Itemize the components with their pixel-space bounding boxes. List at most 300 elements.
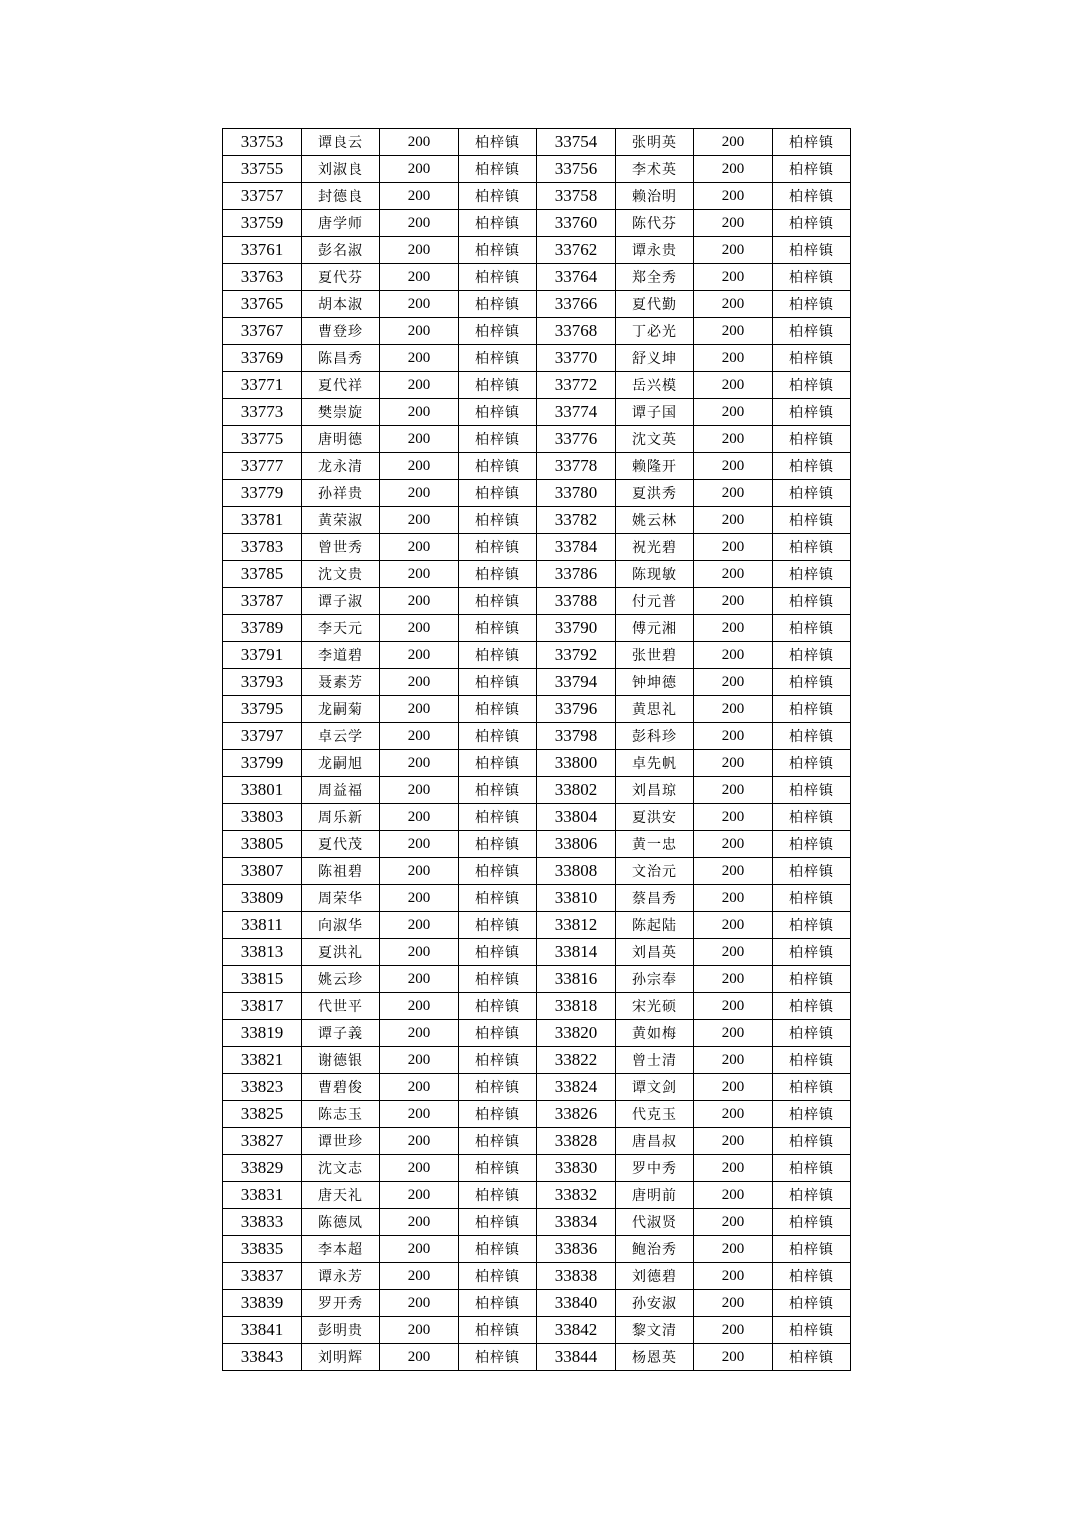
amount-cell: 200 (694, 804, 773, 831)
town-cell: 柏梓镇 (459, 183, 537, 210)
town-cell: 柏梓镇 (459, 1128, 537, 1155)
record-id-cell: 33782 (537, 507, 616, 534)
table-row (223, 129, 851, 156)
amount-cell: 200 (694, 858, 773, 885)
amount-cell: 200 (380, 1209, 459, 1236)
amount-cell: 200 (380, 777, 459, 804)
person-name-cell: 胡本淑 (302, 291, 380, 318)
amount-cell: 200 (694, 264, 773, 291)
table-row (223, 777, 851, 804)
town-cell: 柏梓镇 (773, 561, 851, 588)
person-name-cell: 赖治明 (616, 183, 694, 210)
amount-cell: 200 (380, 831, 459, 858)
person-name-cell: 姚云林 (616, 507, 694, 534)
amount-cell: 200 (380, 939, 459, 966)
record-id-cell: 33841 (223, 1317, 302, 1344)
person-name-cell: 曹登珍 (302, 318, 380, 345)
record-id-cell: 33760 (537, 210, 616, 237)
amount-cell: 200 (694, 1290, 773, 1317)
person-name-cell: 鲍治秀 (616, 1236, 694, 1263)
town-cell: 柏梓镇 (773, 912, 851, 939)
table-row (223, 1020, 851, 1047)
recipient-table (222, 128, 851, 1371)
record-id-cell: 33789 (223, 615, 302, 642)
record-id-cell: 33769 (223, 345, 302, 372)
town-cell: 柏梓镇 (773, 669, 851, 696)
town-cell: 柏梓镇 (773, 183, 851, 210)
amount-cell: 200 (694, 1101, 773, 1128)
town-cell: 柏梓镇 (459, 885, 537, 912)
record-id-cell: 33783 (223, 534, 302, 561)
person-name-cell: 黄一忠 (616, 831, 694, 858)
amount-cell: 200 (694, 210, 773, 237)
person-name-cell: 陈代芬 (616, 210, 694, 237)
person-name-cell: 郑全秀 (616, 264, 694, 291)
town-cell: 柏梓镇 (773, 939, 851, 966)
person-name-cell: 陈昌秀 (302, 345, 380, 372)
table-row (223, 264, 851, 291)
town-cell: 柏梓镇 (773, 750, 851, 777)
person-name-cell: 彭科珍 (616, 723, 694, 750)
person-name-cell: 张世碧 (616, 642, 694, 669)
person-name-cell: 夏代茂 (302, 831, 380, 858)
town-cell: 柏梓镇 (773, 642, 851, 669)
record-id-cell: 33809 (223, 885, 302, 912)
town-cell: 柏梓镇 (459, 1020, 537, 1047)
amount-cell: 200 (694, 993, 773, 1020)
record-id-cell: 33833 (223, 1209, 302, 1236)
amount-cell: 200 (380, 885, 459, 912)
amount-cell: 200 (694, 588, 773, 615)
town-cell: 柏梓镇 (773, 453, 851, 480)
amount-cell: 200 (694, 1236, 773, 1263)
amount-cell: 200 (694, 669, 773, 696)
town-cell: 柏梓镇 (459, 588, 537, 615)
person-name-cell: 李术英 (616, 156, 694, 183)
town-cell: 柏梓镇 (459, 561, 537, 588)
person-name-cell: 沈文贵 (302, 561, 380, 588)
record-id-cell: 33771 (223, 372, 302, 399)
table-row (223, 1344, 851, 1371)
amount-cell: 200 (380, 129, 459, 156)
table-row (223, 804, 851, 831)
person-name-cell: 刘德碧 (616, 1263, 694, 1290)
amount-cell: 200 (380, 588, 459, 615)
record-id-cell: 33842 (537, 1317, 616, 1344)
town-cell: 柏梓镇 (459, 669, 537, 696)
record-id-cell: 33838 (537, 1263, 616, 1290)
record-id-cell: 33814 (537, 939, 616, 966)
record-id-cell: 33843 (223, 1344, 302, 1371)
record-id-cell: 33815 (223, 966, 302, 993)
amount-cell: 200 (694, 1020, 773, 1047)
town-cell: 柏梓镇 (459, 1263, 537, 1290)
record-id-cell: 33791 (223, 642, 302, 669)
table-row (223, 561, 851, 588)
amount-cell: 200 (380, 426, 459, 453)
amount-cell: 200 (694, 1155, 773, 1182)
table-row (223, 507, 851, 534)
table-row (223, 1128, 851, 1155)
table-row (223, 912, 851, 939)
town-cell: 柏梓镇 (459, 1182, 537, 1209)
table-row (223, 318, 851, 345)
person-name-cell: 彭明贵 (302, 1317, 380, 1344)
person-name-cell: 黎文清 (616, 1317, 694, 1344)
amount-cell: 200 (694, 966, 773, 993)
amount-cell: 200 (694, 1209, 773, 1236)
town-cell: 柏梓镇 (773, 156, 851, 183)
amount-cell: 200 (380, 1047, 459, 1074)
amount-cell: 200 (694, 183, 773, 210)
table-row (223, 993, 851, 1020)
record-id-cell: 33800 (537, 750, 616, 777)
person-name-cell: 黄荣淑 (302, 507, 380, 534)
amount-cell: 200 (380, 696, 459, 723)
person-name-cell: 唐昌叔 (616, 1128, 694, 1155)
record-id-cell: 33821 (223, 1047, 302, 1074)
town-cell: 柏梓镇 (459, 966, 537, 993)
amount-cell: 200 (380, 1020, 459, 1047)
person-name-cell: 文治元 (616, 858, 694, 885)
town-cell: 柏梓镇 (773, 237, 851, 264)
amount-cell: 200 (380, 912, 459, 939)
person-name-cell: 刘昌英 (616, 939, 694, 966)
amount-cell: 200 (694, 750, 773, 777)
town-cell: 柏梓镇 (773, 723, 851, 750)
table-row (223, 1209, 851, 1236)
person-name-cell: 谭子義 (302, 1020, 380, 1047)
record-id-cell: 33810 (537, 885, 616, 912)
town-cell: 柏梓镇 (773, 1236, 851, 1263)
town-cell: 柏梓镇 (773, 399, 851, 426)
amount-cell: 200 (694, 156, 773, 183)
person-name-cell: 代世平 (302, 993, 380, 1020)
record-id-cell: 33756 (537, 156, 616, 183)
person-name-cell: 周益福 (302, 777, 380, 804)
person-name-cell: 谭文剑 (616, 1074, 694, 1101)
town-cell: 柏梓镇 (773, 534, 851, 561)
town-cell: 柏梓镇 (773, 993, 851, 1020)
amount-cell: 200 (380, 1263, 459, 1290)
table-row (223, 1236, 851, 1263)
town-cell: 柏梓镇 (459, 1047, 537, 1074)
town-cell: 柏梓镇 (459, 1101, 537, 1128)
record-id-cell: 33753 (223, 129, 302, 156)
town-cell: 柏梓镇 (459, 1209, 537, 1236)
town-cell: 柏梓镇 (459, 696, 537, 723)
person-name-cell: 唐天礼 (302, 1182, 380, 1209)
town-cell: 柏梓镇 (773, 777, 851, 804)
record-id-cell: 33778 (537, 453, 616, 480)
person-name-cell: 李天元 (302, 615, 380, 642)
record-id-cell: 33764 (537, 264, 616, 291)
town-cell: 柏梓镇 (773, 1263, 851, 1290)
record-id-cell: 33830 (537, 1155, 616, 1182)
record-id-cell: 33780 (537, 480, 616, 507)
record-id-cell: 33793 (223, 669, 302, 696)
table-row (223, 723, 851, 750)
table-row (223, 1317, 851, 1344)
record-id-cell: 33834 (537, 1209, 616, 1236)
person-name-cell: 沈文志 (302, 1155, 380, 1182)
table-row (223, 156, 851, 183)
amount-cell: 200 (694, 831, 773, 858)
amount-cell: 200 (380, 156, 459, 183)
town-cell: 柏梓镇 (773, 1290, 851, 1317)
record-id-cell: 33798 (537, 723, 616, 750)
person-name-cell: 夏代芬 (302, 264, 380, 291)
amount-cell: 200 (380, 1236, 459, 1263)
table-row (223, 642, 851, 669)
town-cell: 柏梓镇 (459, 831, 537, 858)
amount-cell: 200 (694, 561, 773, 588)
record-id-cell: 33839 (223, 1290, 302, 1317)
person-name-cell: 罗中秀 (616, 1155, 694, 1182)
person-name-cell: 陈现敏 (616, 561, 694, 588)
person-name-cell: 唐学师 (302, 210, 380, 237)
person-name-cell: 张明英 (616, 129, 694, 156)
town-cell: 柏梓镇 (459, 156, 537, 183)
amount-cell: 200 (380, 561, 459, 588)
table-row (223, 399, 851, 426)
record-id-cell: 33816 (537, 966, 616, 993)
person-name-cell: 龙嗣菊 (302, 696, 380, 723)
town-cell: 柏梓镇 (459, 264, 537, 291)
record-id-cell: 33755 (223, 156, 302, 183)
record-id-cell: 33803 (223, 804, 302, 831)
record-id-cell: 33826 (537, 1101, 616, 1128)
amount-cell: 200 (380, 1155, 459, 1182)
amount-cell: 200 (380, 237, 459, 264)
record-id-cell: 33835 (223, 1236, 302, 1263)
amount-cell: 200 (694, 426, 773, 453)
record-id-cell: 33799 (223, 750, 302, 777)
town-cell: 柏梓镇 (773, 1047, 851, 1074)
person-name-cell: 卓云学 (302, 723, 380, 750)
table-row (223, 750, 851, 777)
person-name-cell: 沈文英 (616, 426, 694, 453)
town-cell: 柏梓镇 (773, 129, 851, 156)
amount-cell: 200 (380, 399, 459, 426)
amount-cell: 200 (380, 291, 459, 318)
record-id-cell: 33819 (223, 1020, 302, 1047)
table-row (223, 966, 851, 993)
amount-cell: 200 (380, 210, 459, 237)
town-cell: 柏梓镇 (773, 318, 851, 345)
amount-cell: 200 (694, 1128, 773, 1155)
person-name-cell: 傅元湘 (616, 615, 694, 642)
record-id-cell: 33837 (223, 1263, 302, 1290)
person-name-cell: 刘昌琼 (616, 777, 694, 804)
amount-cell: 200 (694, 1047, 773, 1074)
amount-cell: 200 (380, 858, 459, 885)
person-name-cell: 封德良 (302, 183, 380, 210)
person-name-cell: 曾世秀 (302, 534, 380, 561)
record-id-cell: 33829 (223, 1155, 302, 1182)
person-name-cell: 姚云珍 (302, 966, 380, 993)
amount-cell: 200 (694, 885, 773, 912)
person-name-cell: 聂素芳 (302, 669, 380, 696)
table-row (223, 1182, 851, 1209)
table-row (223, 858, 851, 885)
person-name-cell: 陈起陆 (616, 912, 694, 939)
amount-cell: 200 (380, 534, 459, 561)
person-name-cell: 夏洪礼 (302, 939, 380, 966)
record-id-cell: 33813 (223, 939, 302, 966)
person-name-cell: 刘淑良 (302, 156, 380, 183)
person-name-cell: 丁必光 (616, 318, 694, 345)
amount-cell: 200 (694, 777, 773, 804)
table-row (223, 453, 851, 480)
record-id-cell: 33777 (223, 453, 302, 480)
table-row (223, 939, 851, 966)
person-name-cell: 卓先帆 (616, 750, 694, 777)
town-cell: 柏梓镇 (773, 1344, 851, 1371)
record-id-cell: 33824 (537, 1074, 616, 1101)
person-name-cell: 彭名淑 (302, 237, 380, 264)
town-cell: 柏梓镇 (459, 318, 537, 345)
person-name-cell: 罗开秀 (302, 1290, 380, 1317)
amount-cell: 200 (694, 480, 773, 507)
town-cell: 柏梓镇 (773, 858, 851, 885)
table-row (223, 885, 851, 912)
person-name-cell: 孙安淑 (616, 1290, 694, 1317)
record-id-cell: 33840 (537, 1290, 616, 1317)
town-cell: 柏梓镇 (459, 534, 537, 561)
person-name-cell: 付元普 (616, 588, 694, 615)
amount-cell: 200 (380, 1344, 459, 1371)
record-id-cell: 33770 (537, 345, 616, 372)
town-cell: 柏梓镇 (773, 831, 851, 858)
person-name-cell: 钟坤德 (616, 669, 694, 696)
town-cell: 柏梓镇 (459, 291, 537, 318)
person-name-cell: 宋光硕 (616, 993, 694, 1020)
record-id-cell: 33787 (223, 588, 302, 615)
town-cell: 柏梓镇 (773, 588, 851, 615)
record-id-cell: 33757 (223, 183, 302, 210)
town-cell: 柏梓镇 (459, 777, 537, 804)
record-id-cell: 33790 (537, 615, 616, 642)
town-cell: 柏梓镇 (459, 453, 537, 480)
amount-cell: 200 (380, 669, 459, 696)
town-cell: 柏梓镇 (773, 1020, 851, 1047)
amount-cell: 200 (694, 318, 773, 345)
person-name-cell: 曹碧俊 (302, 1074, 380, 1101)
amount-cell: 200 (694, 534, 773, 561)
amount-cell: 200 (694, 1074, 773, 1101)
town-cell: 柏梓镇 (459, 993, 537, 1020)
person-name-cell: 谭子国 (616, 399, 694, 426)
town-cell: 柏梓镇 (773, 885, 851, 912)
town-cell: 柏梓镇 (459, 1344, 537, 1371)
person-name-cell: 谭子淑 (302, 588, 380, 615)
person-name-cell: 代淑贤 (616, 1209, 694, 1236)
town-cell: 柏梓镇 (459, 345, 537, 372)
amount-cell: 200 (694, 723, 773, 750)
record-id-cell: 33759 (223, 210, 302, 237)
record-id-cell: 33806 (537, 831, 616, 858)
table-row (223, 1074, 851, 1101)
town-cell: 柏梓镇 (773, 1128, 851, 1155)
amount-cell: 200 (694, 642, 773, 669)
amount-cell: 200 (694, 1344, 773, 1371)
record-id-cell: 33766 (537, 291, 616, 318)
town-cell: 柏梓镇 (773, 345, 851, 372)
person-name-cell: 谢德银 (302, 1047, 380, 1074)
record-id-cell: 33767 (223, 318, 302, 345)
person-name-cell: 黄如梅 (616, 1020, 694, 1047)
town-cell: 柏梓镇 (773, 1209, 851, 1236)
record-id-cell: 33774 (537, 399, 616, 426)
amount-cell: 200 (380, 1128, 459, 1155)
amount-cell: 200 (694, 453, 773, 480)
person-name-cell: 唐明前 (616, 1182, 694, 1209)
person-name-cell: 曾士清 (616, 1047, 694, 1074)
town-cell: 柏梓镇 (773, 372, 851, 399)
record-id-cell: 33763 (223, 264, 302, 291)
table-row (223, 1101, 851, 1128)
amount-cell: 200 (380, 183, 459, 210)
record-id-cell: 33765 (223, 291, 302, 318)
record-id-cell: 33801 (223, 777, 302, 804)
table-row (223, 183, 851, 210)
record-id-cell: 33827 (223, 1128, 302, 1155)
town-cell: 柏梓镇 (459, 372, 537, 399)
town-cell: 柏梓镇 (459, 426, 537, 453)
amount-cell: 200 (380, 1317, 459, 1344)
record-id-cell: 33768 (537, 318, 616, 345)
amount-cell: 200 (380, 804, 459, 831)
town-cell: 柏梓镇 (773, 1182, 851, 1209)
town-cell: 柏梓镇 (773, 966, 851, 993)
record-id-cell: 33754 (537, 129, 616, 156)
record-id-cell: 33805 (223, 831, 302, 858)
town-cell: 柏梓镇 (773, 1101, 851, 1128)
record-id-cell: 33844 (537, 1344, 616, 1371)
town-cell: 柏梓镇 (773, 291, 851, 318)
person-name-cell: 向淑华 (302, 912, 380, 939)
amount-cell: 200 (380, 642, 459, 669)
record-id-cell: 33811 (223, 912, 302, 939)
record-id-cell: 33808 (537, 858, 616, 885)
record-id-cell: 33758 (537, 183, 616, 210)
amount-cell: 200 (380, 345, 459, 372)
table-row (223, 480, 851, 507)
record-id-cell: 33796 (537, 696, 616, 723)
town-cell: 柏梓镇 (459, 237, 537, 264)
table-row (223, 1155, 851, 1182)
town-cell: 柏梓镇 (773, 1074, 851, 1101)
amount-cell: 200 (380, 723, 459, 750)
person-name-cell: 周乐新 (302, 804, 380, 831)
record-id-cell: 33828 (537, 1128, 616, 1155)
amount-cell: 200 (694, 345, 773, 372)
record-id-cell: 33788 (537, 588, 616, 615)
table-row (223, 210, 851, 237)
person-name-cell: 夏洪秀 (616, 480, 694, 507)
amount-cell: 200 (694, 372, 773, 399)
person-name-cell: 孙宗奉 (616, 966, 694, 993)
person-name-cell: 谭永贵 (616, 237, 694, 264)
town-cell: 柏梓镇 (459, 858, 537, 885)
record-id-cell: 33761 (223, 237, 302, 264)
table-row (223, 372, 851, 399)
record-id-cell: 33775 (223, 426, 302, 453)
town-cell: 柏梓镇 (773, 615, 851, 642)
town-cell: 柏梓镇 (773, 480, 851, 507)
table-row (223, 696, 851, 723)
